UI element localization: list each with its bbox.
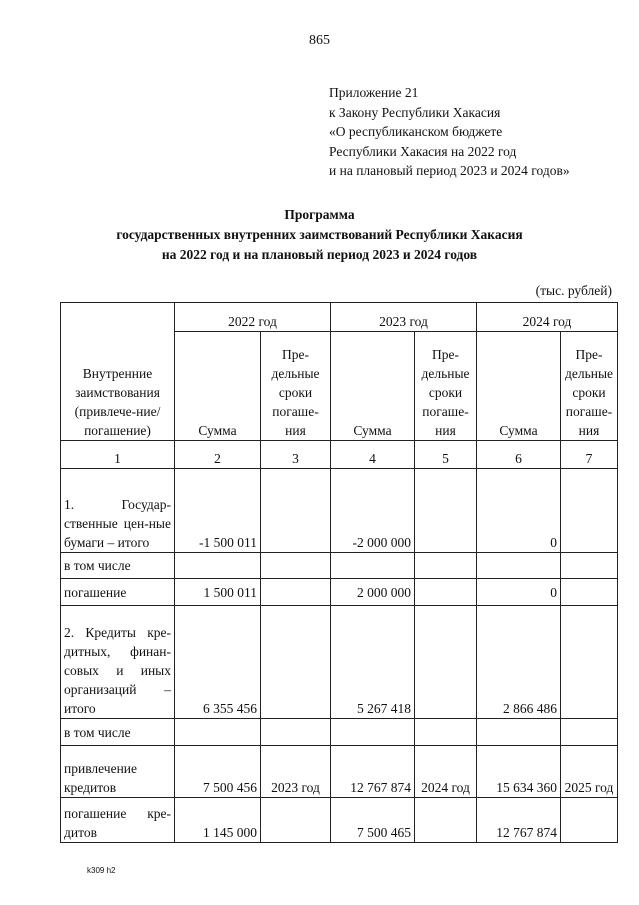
value-2024: 0 — [477, 469, 561, 553]
appendix-line: к Закону Республики Хакасия — [329, 104, 501, 120]
appendix-line: «О республиканском бюджете — [329, 124, 503, 139]
term-2023 — [415, 606, 477, 719]
appendix-line: Республики Хакасия на 2022 год — [329, 143, 517, 159]
term-2023 — [415, 469, 477, 553]
table-row-credit-repayment — [61, 798, 618, 843]
title-line: государственных внутренних заимствований Республики Хакасия — [116, 227, 523, 242]
column-number: 3 — [261, 441, 331, 469]
title-line: на 2022 год и на плановый период 2023 и 2024 годов — [161, 247, 478, 262]
term-2022 — [261, 579, 331, 606]
row-label: погашение — [61, 579, 175, 606]
column-number-row — [61, 441, 618, 469]
term-2024 — [561, 469, 618, 553]
header-sum-2023: Сумма — [331, 332, 415, 441]
term-2023: 2024 год — [415, 746, 477, 798]
table-row-bonds — [61, 469, 618, 553]
row-label: погашение кре-дитов — [61, 798, 175, 843]
units-label: (тыс. рублей) — [535, 283, 612, 298]
value-2023: 2 000 000 — [331, 579, 415, 606]
appendix-line: Приложение 21 — [329, 85, 419, 100]
row-label: в том числе — [61, 719, 175, 746]
page-number: 865 — [309, 33, 330, 48]
table-row-including — [61, 719, 618, 746]
empty-cell — [477, 553, 561, 579]
empty-cell — [561, 719, 618, 746]
value-2024: 15 634 360 — [477, 746, 561, 798]
value-2023: 5 267 418 — [331, 606, 415, 719]
empty-cell — [261, 719, 331, 746]
empty-cell — [415, 719, 477, 746]
row-label: 2. Кредиты кре-дитных, финан-совых и иных организаций – итого — [61, 606, 175, 719]
column-number: 4 — [331, 441, 415, 469]
header-term-2022: Пре-дельные сроки погаше-ния — [261, 332, 331, 441]
value-2024: 2 866 486 — [477, 606, 561, 719]
header-year-2023: 2023 год — [331, 303, 477, 332]
header-term-2024: Пре-дельные сроки погаше-ния — [561, 332, 618, 441]
term-2022 — [261, 606, 331, 719]
value-2023: -2 000 000 — [331, 469, 415, 553]
header-year-2024: 2024 год — [477, 303, 618, 332]
header-sum-2024: Сумма — [477, 332, 561, 441]
term-2022: 2023 год — [261, 746, 331, 798]
value-2023: 7 500 465 — [331, 798, 415, 843]
term-2024: 2025 год — [561, 746, 618, 798]
empty-cell — [331, 719, 415, 746]
term-2024 — [561, 579, 618, 606]
document-title — [0, 205, 639, 265]
term-2023 — [415, 798, 477, 843]
appendix-line: и на плановый период 2023 и 2024 годов» — [329, 163, 570, 178]
value-2022: 1 145 000 — [175, 798, 261, 843]
column-number: 6 — [477, 441, 561, 469]
header-borrowings-label: Внутренние заимствования (привлече-ние/погашение) — [61, 303, 175, 441]
header-sum-2022: Сумма — [175, 332, 261, 441]
value-2022: 1 500 011 — [175, 579, 261, 606]
term-2024 — [561, 606, 618, 719]
value-2022: 7 500 456 — [175, 746, 261, 798]
table-row-repayment — [61, 579, 618, 606]
column-number: 5 — [415, 441, 477, 469]
column-number: 1 — [61, 441, 175, 469]
row-label: 1. Государ-ственные цен-ные бумаги – итого — [61, 469, 175, 553]
table-row-credits — [61, 606, 618, 719]
value-2024: 0 — [477, 579, 561, 606]
appendix-block — [329, 83, 570, 181]
empty-cell — [561, 553, 618, 579]
value-2024: 12 767 874 — [477, 798, 561, 843]
table-row-attraction — [61, 746, 618, 798]
header-term-2023: Пре-дельные сроки погаше-ния — [415, 332, 477, 441]
term-2023 — [415, 579, 477, 606]
column-number: 2 — [175, 441, 261, 469]
term-2022 — [261, 798, 331, 843]
empty-cell — [175, 553, 261, 579]
borrowing-table — [60, 302, 618, 843]
value-2023: 12 767 874 — [331, 746, 415, 798]
value-2022: -1 500 011 — [175, 469, 261, 553]
footer-code: k309 h2 — [87, 866, 116, 875]
term-2022 — [261, 469, 331, 553]
row-label: в том числе — [61, 553, 175, 579]
empty-cell — [261, 553, 331, 579]
table-year-header-row — [61, 303, 618, 332]
value-2022: 6 355 456 — [175, 606, 261, 719]
header-year-2022: 2022 год — [175, 303, 331, 332]
empty-cell — [331, 553, 415, 579]
empty-cell — [175, 719, 261, 746]
title-line: Программа — [284, 207, 355, 222]
table-row-including — [61, 553, 618, 579]
column-number: 7 — [561, 441, 618, 469]
row-label: привлечение кредитов — [61, 746, 175, 798]
term-2024 — [561, 798, 618, 843]
empty-cell — [477, 719, 561, 746]
empty-cell — [415, 553, 477, 579]
